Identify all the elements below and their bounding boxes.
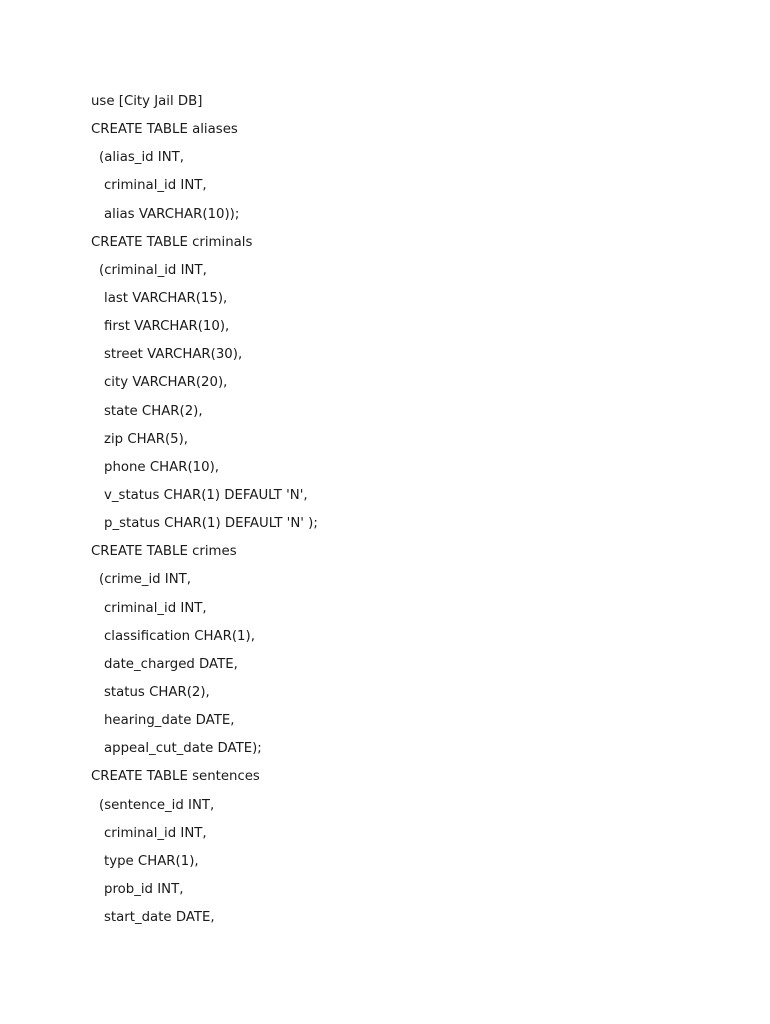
column-definition-line: (alias_id INT, [99,150,185,166]
column-definition-line: (crime_id INT, [99,572,192,588]
column-definition-line: v_status CHAR(1) DEFAULT 'N', [104,487,308,503]
column-definition-line: hearing_date DATE, [104,713,235,729]
column-definition-line: city VARCHAR(20), [104,375,228,391]
column-definition-line: classification CHAR(1), [104,628,255,644]
column-definition-line: state CHAR(2), [104,403,203,419]
column-definition-line: (sentence_id INT, [99,797,215,813]
column-definition-line: criminal_id INT, [104,178,207,194]
column-definition-line: p_status CHAR(1) DEFAULT 'N' ); [104,516,318,532]
column-definition-line: type CHAR(1), [104,853,199,869]
statement-line: CREATE TABLE crimes [91,544,237,560]
column-definition-line: (criminal_id INT, [99,262,207,278]
column-definition-line: prob_id INT, [104,881,184,897]
column-definition-line: status CHAR(2), [104,684,210,700]
column-definition-line: criminal_id INT, [104,825,207,841]
column-definition-line: zip CHAR(5), [104,431,189,447]
column-definition-line: criminal_id INT, [104,600,207,616]
column-definition-line: first VARCHAR(10), [104,319,230,335]
column-definition-line: phone CHAR(10), [104,459,219,475]
column-definition-line: street VARCHAR(30), [104,347,243,363]
column-definition-line: appeal_cut_date DATE); [104,741,262,757]
column-definition-line: last VARCHAR(15), [104,290,228,306]
statement-line: use [City Jail DB] [91,94,203,109]
column-definition-line: alias VARCHAR(10)); [104,206,240,222]
column-definition-line: start_date DATE, [104,910,215,926]
statement-line: CREATE TABLE aliases [91,122,238,138]
column-definition-line: date_charged DATE, [104,656,238,672]
sql-code-block [91,88,318,932]
statement-line: CREATE TABLE sentences [91,769,260,785]
statement-line: CREATE TABLE criminals [91,234,253,250]
